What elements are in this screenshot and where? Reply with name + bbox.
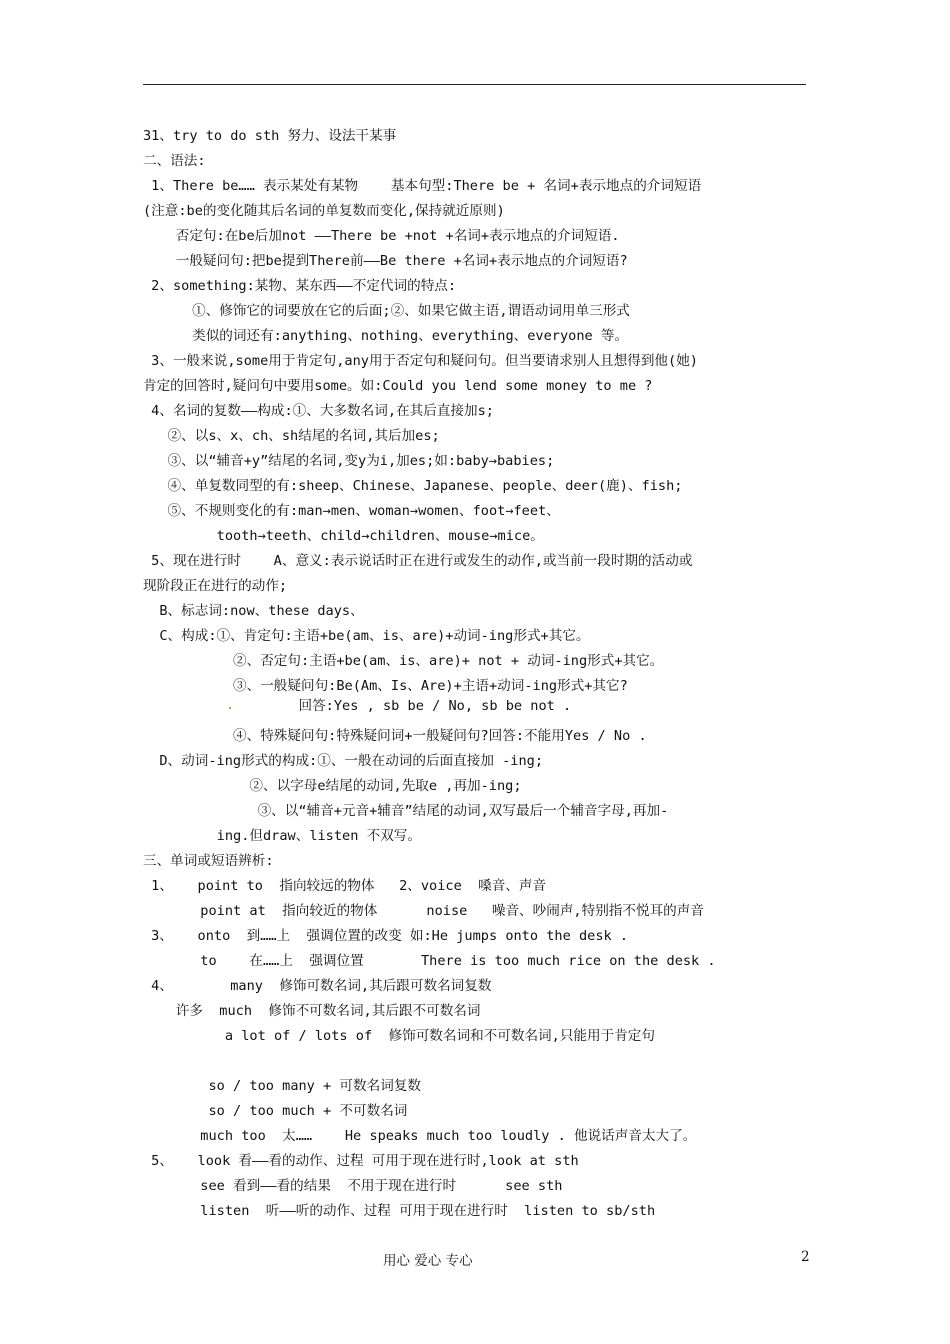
text-line: 5、 look 看——看的动作、过程 可用于现在进行时,look at sth (143, 1153, 579, 1169)
text-line: much too 太…… He speaks much too loudly . 他说话声音太大了。 (143, 1128, 697, 1144)
text-line: ③、一般疑问句:Be(Am、Is、Are)+主语+动词-ing形式+其它? (143, 678, 628, 694)
text-line: 类似的词还有:anything、nothing、everything、everyone 等。 (143, 328, 629, 344)
text-line: ②、以字母e结尾的动词,先取e ,再加-ing; (143, 778, 522, 794)
text-line: D、动词-ing形式的构成:①、一般在动词的后面直接加 -ing; (143, 753, 544, 769)
text-line: ④、特殊疑问句:特殊疑问词+一般疑问句?回答:不能用Yes / No . (143, 728, 647, 744)
text-line: ②、否定句:主语+be(am、is、are)+ not + 动词-ing形式+其它。 (143, 653, 664, 669)
text-line: 3、 onto 到……上 强调位置的改变 如:He jumps onto the desk . (143, 928, 629, 944)
text-line: 3、一般来说,some用于肯定句,any用于否定句和疑问句。但当要请求别人且想得到他(她) (143, 353, 698, 369)
text-line: 1、 point to 指向较远的物体 2、voice 嗓音、声音 (143, 878, 547, 894)
text-line: ③、以“辅音+元音+辅音”结尾的动词,双写最后一个辅音字母,再加- (143, 803, 669, 819)
text-line: 5、现在进行时 A、意义:表示说话时正在进行或发生的动作,或当前一段时期的活动或 (143, 553, 693, 569)
text-line: B、标志词:now、these days、 (143, 603, 364, 619)
text-line: a lot of / lots of 修饰可数名词和不可数名词,只能用于肯定句 (143, 1028, 655, 1044)
text-line: 二、语法: (143, 153, 206, 169)
text-line: ⑤、不规则变化的有:man→men、woman→women、foot→feet、 (143, 503, 560, 519)
text-line: 肯定的回答时,疑问句中要用some。如:Could you lend some money to me ? (143, 378, 653, 394)
text-line: 否定句:在be后加not ——There be +not +名词+表示地点的介词短语. (143, 228, 620, 244)
text-line: tooth→teeth、child→children、mouse→mice。 (143, 528, 544, 544)
text-line: listen 听——听的动作、过程 可用于现在进行时 listen to sb/sth (143, 1203, 656, 1219)
header-rule (143, 84, 806, 85)
page-number: 2 (801, 1249, 810, 1265)
text-line: 4、 many 修饰可数名词,其后跟可数名词复数 (143, 978, 492, 994)
text-line: 回答:Yes , sb be / No, sb be not . (143, 698, 572, 714)
text-line: point at 指向较近的物体 noise 噪音、吵闹声,特别指不悦耳的声音 (143, 903, 704, 919)
text-line: 2、something:某物、某东西——不定代词的特点: (143, 278, 457, 294)
text-line: ing.但draw、listen 不双写。 (143, 828, 421, 844)
text-line: ④、单复数同型的有:sheep、Chinese、Japanese、people、deer(鹿)、fish; (143, 478, 683, 494)
text-line: see 看到——看的结果 不用于现在进行时 see sth (143, 1178, 563, 1194)
text-line: 31、try to do sth 努力、设法干某事 (143, 128, 397, 144)
text-line: 三、单词或短语辨析: (143, 853, 274, 869)
text-line: 4、名词的复数——构成:①、大多数名词,在其后直接加s; (143, 403, 494, 419)
text-line: 一般疑问句:把be提到There前——Be there +名词+表示地点的介词短语? (143, 253, 628, 269)
text-line: to 在……上 强调位置 There is too much rice on the desk . (143, 953, 716, 969)
text-line: 现阶段正在进行的动作; (143, 578, 288, 594)
text-line: 1、There be…… 表示某处有某物 基本句型:There be + 名词+表示地点的介词短语 (143, 178, 702, 194)
text-line: ②、以s、x、ch、sh结尾的名词,其后加es; (143, 428, 440, 444)
text-line: so / too many + 可数名词复数 (143, 1078, 421, 1094)
text-line: (注意:be的变化随其后名词的单复数而变化,保持就近原则) (143, 203, 505, 219)
page-footer: 用心 爱心 专心 (383, 1253, 473, 1269)
text-line: 许多 much 修饰不可数名词,其后跟不可数名词 (143, 1003, 481, 1019)
text-line: so / too much + 不可数名词 (143, 1103, 408, 1119)
text-line: ①、修饰它的词要放在它的后面;②、如果它做主语,谓语动词用单三形式 (143, 303, 630, 319)
text-line: ③、以“辅音+y”结尾的名词,变y为i,加es;如:baby→babies; (143, 453, 555, 469)
text-line: C、构成:①、肯定句:主语+be(am、is、are)+动词-ing形式+其它。 (143, 628, 590, 644)
